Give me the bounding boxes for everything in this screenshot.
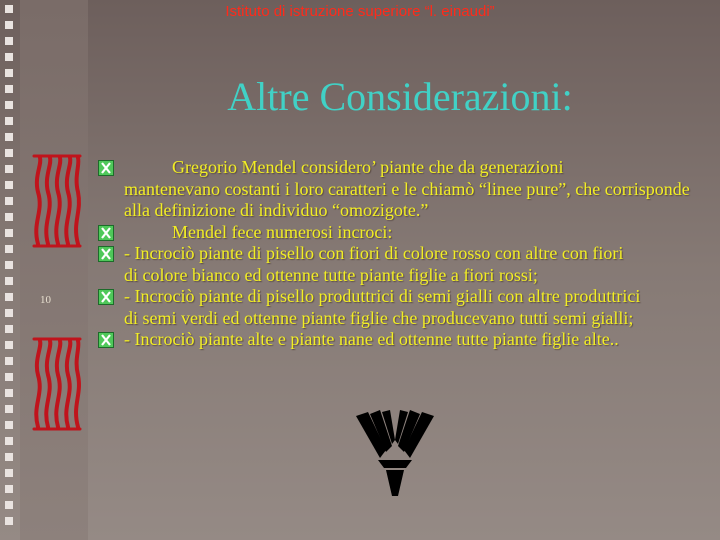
checkbox-x-icon <box>98 246 114 262</box>
bullet-lead: Gregorio Mendel considero’ piante che da generazioni <box>172 157 564 177</box>
bullet-item <box>96 157 696 222</box>
bullet-lead: - Incrociò piante di pisello produttrici di semi gialli con altre produttrici <box>124 286 641 306</box>
bullet-lead: Mendel fece numerosi incroci: <box>172 221 393 242</box>
bullet-rest: di colore bianco ed ottenne tutte piante figlie a fiori rossi; <box>124 264 538 285</box>
checkbox-x-icon <box>98 160 114 176</box>
red-scroll-ornament-icon <box>30 335 82 435</box>
bullet-rest: di semi verdi ed ottenne piante figlie che producevano tutti semi gialli; <box>124 307 634 328</box>
institution-header: Istituto di istruzione superiore “l. einaudi” <box>225 3 495 20</box>
school-emblem-icon <box>356 410 434 496</box>
checkbox-x-icon <box>98 332 114 348</box>
red-scroll-ornament-icon <box>30 152 82 252</box>
bullet-item <box>96 243 696 286</box>
checkbox-x-icon <box>98 289 114 305</box>
bullet-item <box>96 286 696 329</box>
bullet-item <box>96 222 696 244</box>
checkbox-x-icon <box>98 225 114 241</box>
bullet-rest: mantenevano costanti i loro caratteri e le chiamò “linee pure”, che corrisponde alla definizione di individuo “omozigote.” <box>124 178 690 220</box>
slide-title: Altre Considerazioni: <box>227 74 573 119</box>
bullet-lead: - Incrociò piante alte e piante nane ed ottenne tutte piante figlie alte.. <box>124 329 619 349</box>
bullet-list <box>96 157 696 351</box>
bullet-item <box>96 329 696 351</box>
bullet-lead: - Incrociò piante di pisello con fiori di colore rosso con altre con fiori <box>124 243 624 263</box>
page-number: 10 <box>40 294 51 306</box>
